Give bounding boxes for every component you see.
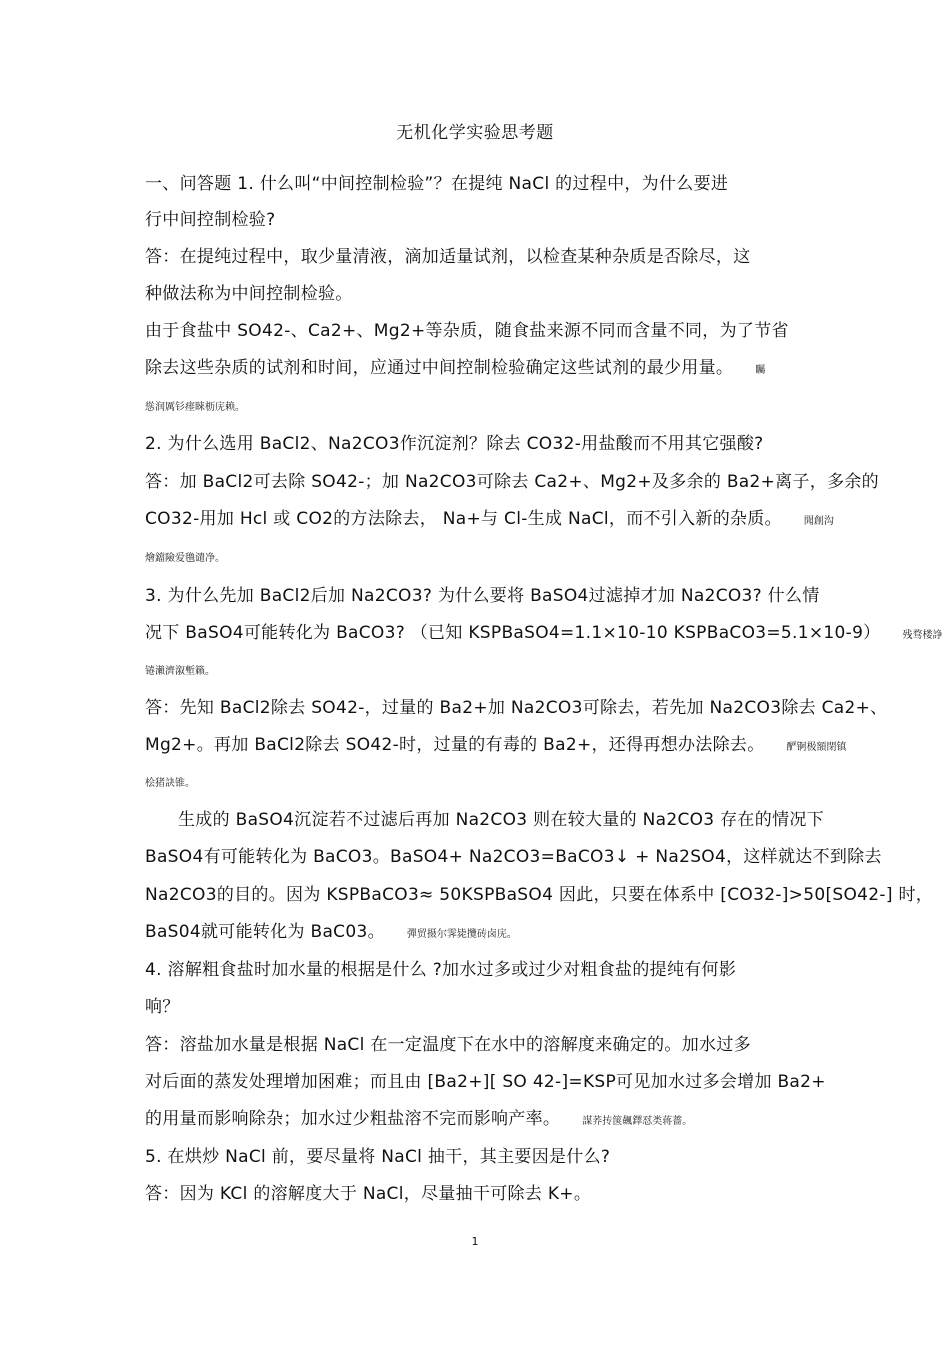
question-5-line-1: 5. 在烘炒 NaCl 前，要尽量将 NaCl 抽干，其主要因是什么? [145,1147,611,1167]
noise-text: 残骛楼諍 [902,630,943,641]
question-3-line-1: 3. 为什么先加 BaCl2后加 Na2CO3? 为什么要将 BaSO4过滤掉才加 Na2CO3? 什么情 [145,586,820,606]
question-1-line-2: 行中间控制检验? [145,210,276,230]
answer-3-line-1: 答：先知 BaCl2除去 SO42-，过量的 Ba2+加 Na2CO3可除去，若先加 Na2CO3除去 Ca2+、 [145,698,888,718]
text: 况下 BaSO4可能转化为 BaCO3? （已知 KSPBaSO4=1.1×10-10 KSPBaCO3=5.1×10-9） [145,623,881,643]
answer-1-line-1: 答：在提纯过程中，取少量清液，滴加适量试剂，以检查某种杂质是否除尽，这 [145,247,751,267]
noise-line: 桧猪訣锥。 [145,778,195,789]
noise-line: 燴鐺險爱氇谴净。 [145,553,225,564]
question-4-line-2: 响？ [145,997,180,1017]
noise-line: 慫润厲钐瘗睞枥庑赖。 [145,402,245,413]
answer-3-line-3: 生成的 BaSO4沉淀若不过滤后再加 Na2CO3 则在较大量的 Na2CO3 存在的情况下 [178,810,824,830]
answer-1-line-4 [145,357,765,382]
text: Mg2+。再加 BaCl2除去 SO42-时，过量的有毒的 Ba2+，还得再想办法除去。 [145,735,765,755]
answer-4-line-3 [145,1108,692,1133]
noise-line: 锩瀨濟溆塹籟。 [145,666,215,677]
answer-2-line-2 [145,508,834,533]
answer-3-line-2 [145,734,847,759]
answer-1-line-3: 由于食盐中 SO42-、Ca2+、Mg2+等杂质，随食盐来源不同而含量不同，为了节省 [145,321,789,341]
answer-2-line-1: 答：加 BaCl2可去除 SO42-；加 Na2CO3可除去 Ca2+、Mg2+及多余的 Ba2+离子，多余的 [145,472,879,492]
answer-5-line-1: 答：因为 KCl 的溶解度大于 NaCl，尽量抽干可除去 K+。 [145,1184,592,1204]
answer-4-line-2: 对后面的蒸发处理增加困难；而且由 [Ba2+][ SO 42-]=KSP可见加水过多会增加 Ba2+ [145,1072,826,1092]
question-2-line-1: 2. 为什么选用 BaCl2、Na2CO3作沉淀剂？除去 CO32-用盐酸而不用其它强酸? [145,434,764,454]
answer-3-line-5: Na2CO3的目的。因为 KSPBaCO3≈ 50KSPBaSO4 因此，只要在体系中 [CO32-]>50[SO42-] 时， [145,885,934,905]
answer-3-line-4: BaSO4有可能转化为 BaCO3。BaSO4+ Na2CO3=BaCO3↓ + Na2SO4，这样就达不到除去 [145,847,882,867]
text: BaS04就可能转化为 BaC03。 [145,922,385,942]
page-number: 1 [471,1235,479,1248]
answer-4-line-1: 答：溶盐加水量是根据 NaCl 在一定温度下在水中的溶解度来确定的。加水过多 [145,1035,751,1055]
question-4-line-1: 4. 溶解粗食盐时加水量的根据是什么 ?加水过多或过少对粗食盐的提纯有何影 [145,960,737,980]
answer-1-line-2: 种做法称为中间控制检验。 [145,284,353,304]
document-title: 无机化学实验思考题 [396,123,554,143]
noise-text: 彈贸摄尔霁毙攬砖卤庑。 [406,929,517,940]
question-1-line-1: 一、问答题 1. 什么叫“中间控制检验”？在提纯 NaCl 的过程中，为什么要进 [145,174,729,194]
answer-3-line-6 [145,921,517,946]
noise-text: 謀荞抟箧飆鐸怼类蒋薔。 [582,1116,693,1127]
noise-text: 酽锕极額閉镇 [786,742,847,753]
text: CO32-用加 Hcl 或 CO2的方法除去， Na+与 Cl-生成 NaCl，而不引入新的杂质。 [145,509,782,529]
noise-text: 聞創沟 [803,516,834,527]
text: 除去这些杂质的试剂和时间，应通过中间控制检验确定这些试剂的最少用量。 [145,358,734,378]
text: 的用量而影响除杂；加水过少粗盐溶不完而影响产率。 [145,1109,561,1129]
question-3-line-2 [145,622,942,647]
noise-text: 矚 [755,365,766,376]
